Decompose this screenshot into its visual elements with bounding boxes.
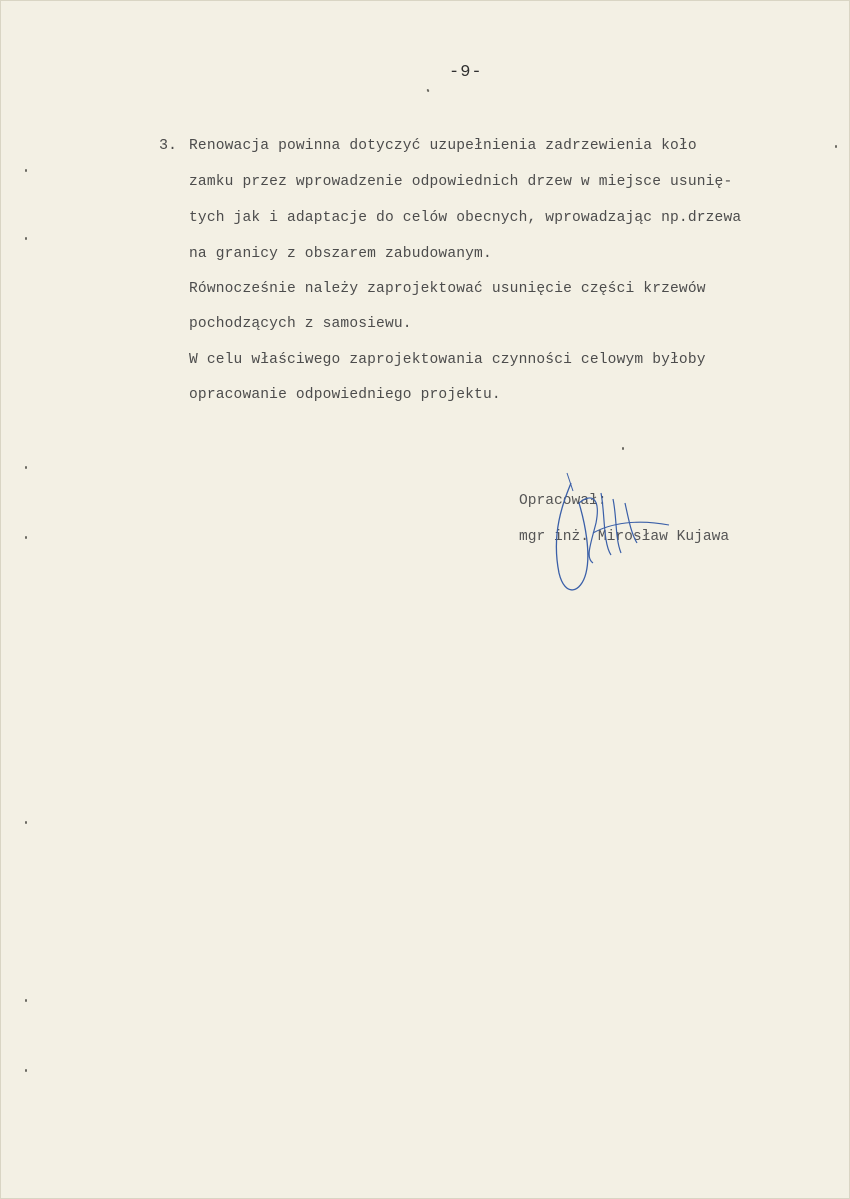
- paper-speck: [25, 1069, 27, 1072]
- paragraph-line: zamku przez wprowadzenie odpowiednich drzew w miejsce usunię-: [189, 174, 733, 190]
- paper-speck: [25, 999, 27, 1002]
- item-number: 3.: [159, 137, 178, 154]
- paper-speck: [25, 821, 27, 824]
- paragraph-line: tych jak i adaptacje do celów obecnych, wprowadzając np.drzewa: [189, 210, 742, 226]
- paper-speck: [25, 237, 27, 240]
- paragraph-line: Równocześnie należy zaprojektować usunięcie części krzewów: [189, 281, 706, 297]
- paper-speck: [622, 447, 624, 450]
- paragraph-line: W celu właściwego zaprojektowania czynności celowym byłoby: [189, 352, 706, 368]
- paragraph-line: opracowanie odpowiedniego projektu.: [189, 387, 501, 403]
- page-number: -9-: [449, 63, 483, 82]
- paper-speck: [25, 466, 27, 469]
- paragraph-line: na granicy z obszarem zabudowanym.: [189, 246, 492, 262]
- paper-speck: [25, 536, 27, 539]
- author-name: mgr inż. Mirosław Kujawa: [519, 529, 730, 545]
- handwritten-signature: [541, 463, 691, 603]
- prepared-by-label: Opracował:: [519, 493, 607, 509]
- paragraph-line: Renowacja powinna dotyczyć uzupełnienia zadrzewienia koło: [189, 138, 697, 154]
- paragraph-line: pochodzących z samosiewu.: [189, 316, 412, 332]
- paper-speck: [25, 169, 27, 172]
- paper-speck: [426, 89, 429, 93]
- paper-speck: [835, 145, 837, 148]
